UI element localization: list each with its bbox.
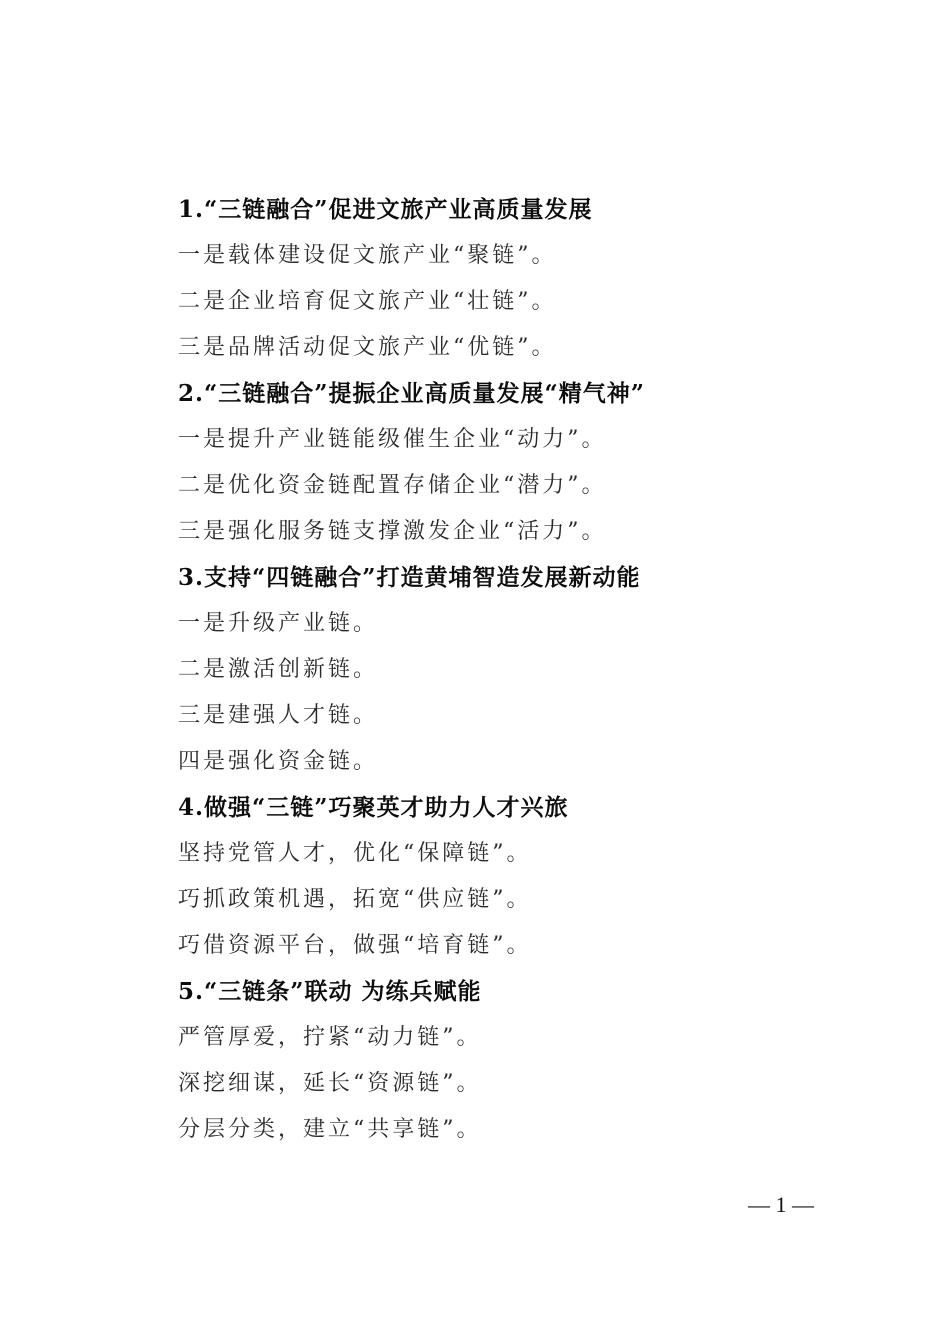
document-body <box>178 187 818 1153</box>
section-item: 一是提升产业链能级催生企业“动力”。 <box>178 427 607 452</box>
section-item: 三是强化服务链支撑激发企业“活力”。 <box>178 519 607 544</box>
section-item: 分层分类，建立“共享链”。 <box>178 1117 482 1142</box>
section-item: 二是优化资金链配置存储企业“潜力”。 <box>178 473 607 498</box>
section-item: 四是强化资金链。 <box>178 749 379 774</box>
section-item: 坚持党管人才，优化“保障链”。 <box>178 841 532 866</box>
section-heading: 4.做强“三链”巧聚英才助力人才兴旅 <box>178 794 569 821</box>
section-item: 严管厚爱，拧紧“动力链”。 <box>178 1025 482 1050</box>
section-item: 巧借资源平台，做强“培育链”。 <box>178 933 532 958</box>
section-heading: 1.“三链融合”促进文旅产业高质量发展 <box>178 196 593 223</box>
section-item: 深挖细谋，延长“资源链”。 <box>178 1071 482 1096</box>
section-heading: 5.“三链条”联动 为练兵赋能 <box>178 978 482 1005</box>
page-number: — 1 — <box>748 1192 814 1217</box>
section-heading: 3.支持“四链融合”打造黄埔智造发展新动能 <box>178 564 641 591</box>
section-item: 一是载体建设促文旅产业“聚链”。 <box>178 243 557 268</box>
section-item: 二是企业培育促文旅产业“壮链”。 <box>178 289 557 314</box>
section-item: 三是建强人才链。 <box>178 703 379 728</box>
section-item: 三是品牌活动促文旅产业“优链”。 <box>178 335 557 360</box>
section-item: 二是激活创新链。 <box>178 657 379 682</box>
section-item: 一是升级产业链。 <box>178 611 379 636</box>
section-item: 巧抓政策机遇，拓宽“供应链”。 <box>178 887 532 912</box>
section-heading: 2.“三链融合”提振企业高质量发展“精气神” <box>178 380 645 407</box>
